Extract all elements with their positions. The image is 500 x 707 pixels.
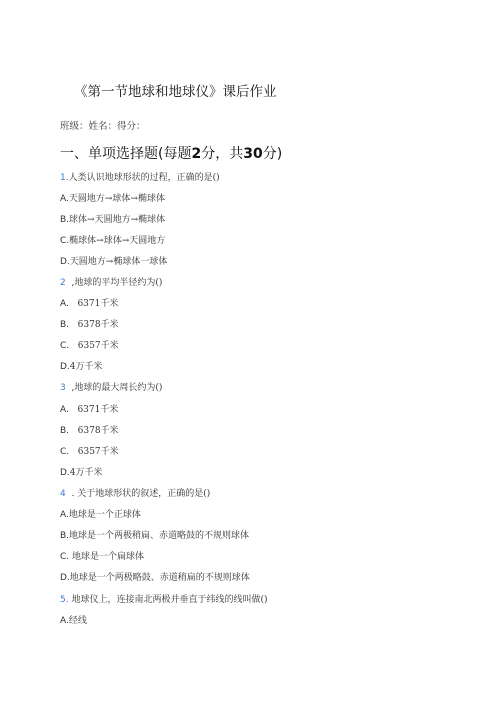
section-prefix: 一、单项选择题(每题 <box>60 146 192 162</box>
section-points: 2 <box>191 146 202 162</box>
question-4-option-a <box>60 509 141 521</box>
question-3-stem <box>60 382 162 394</box>
section-heading <box>60 143 282 163</box>
question-number: 3 <box>60 383 66 393</box>
option-text: 6378千米 <box>77 426 119 436</box>
option-letter: A. <box>60 616 69 626</box>
option-text: 6378千米 <box>77 320 119 330</box>
question-2-option-a <box>60 298 118 310</box>
option-letter: A. <box>60 405 69 415</box>
question-text: ,地球的平均半径约为() <box>71 278 163 288</box>
option-text: 4万千米 <box>69 362 103 372</box>
option-text: 经线 <box>68 616 87 626</box>
option-letter: C. <box>60 552 70 562</box>
option-text: 椭球体→球体→天圆地方 <box>69 236 166 246</box>
option-text: 6371千米 <box>77 299 119 309</box>
question-text: ,地球的最大周长约为() <box>71 383 163 393</box>
option-text: 4万千米 <box>69 468 103 478</box>
option-letter: D. <box>60 573 70 583</box>
option-text: 地球是一个扁球体 <box>72 552 145 562</box>
option-letter: B. <box>60 426 70 436</box>
question-number: 5. <box>60 595 69 605</box>
option-letter: A. <box>60 299 69 309</box>
question-number: 4 <box>60 489 66 499</box>
question-3-option-a <box>60 404 118 416</box>
option-text: 地球是一个正球体 <box>68 510 141 520</box>
option-letter: B. <box>60 320 70 330</box>
question-2-option-c <box>60 340 119 352</box>
option-letter: A. <box>60 194 69 204</box>
option-letter: B. <box>60 215 70 225</box>
option-text: 球体→天圆地方→椭球体 <box>69 215 166 225</box>
question-3-option-c <box>60 446 119 458</box>
option-letter: C. <box>60 236 70 246</box>
student-info-line: 班级：姓名：得分： <box>60 121 146 132</box>
question-text: 人类认识地球形状的过程，正确的是() <box>68 173 220 183</box>
question-1-option-d <box>60 256 167 268</box>
question-4-option-d <box>60 572 250 584</box>
option-letter: D. <box>60 362 70 372</box>
option-text: 6357千米 <box>77 447 119 457</box>
option-text: 天圆地方→球体→椭球体 <box>68 194 165 204</box>
question-text: . 关于地球形状的叙述，正确的是() <box>71 489 211 499</box>
question-number: 1. <box>60 173 69 183</box>
question-3-option-b <box>60 425 119 437</box>
question-4-option-b <box>60 530 249 542</box>
question-1-stem <box>60 172 220 184</box>
option-letter: C. <box>60 341 70 351</box>
option-text: 地球是一个两极略鼓、赤道稍扁的不规则球体 <box>69 573 250 583</box>
question-5-option-a <box>60 615 87 627</box>
option-text: 6357千米 <box>77 341 119 351</box>
option-letter: C. <box>60 447 70 457</box>
question-2-option-b <box>60 319 119 331</box>
question-5-stem <box>60 594 268 606</box>
question-1-option-b <box>60 214 165 226</box>
option-letter: B. <box>60 531 70 541</box>
question-4-stem <box>60 488 210 500</box>
question-1-option-a <box>60 193 165 205</box>
document-title: 《第一节地球和地球仪》课后作业 <box>74 84 277 100</box>
option-text: 6371千米 <box>77 405 119 415</box>
option-letter: D. <box>60 257 70 267</box>
section-total: 30 <box>243 146 263 162</box>
question-text: 地球仪上，连接南北两极并垂直于纬线的线叫做() <box>71 595 268 605</box>
section-suffix: 分) <box>262 146 283 162</box>
question-1-option-c <box>60 235 165 247</box>
question-3-option-d <box>60 467 103 479</box>
option-text: 地球是一个两极稍扁、赤道略鼓的不规则球体 <box>69 531 250 541</box>
question-2-stem <box>60 277 162 289</box>
question-number: 2 <box>60 278 66 288</box>
section-middle: 分，共 <box>201 146 244 162</box>
question-4-option-c <box>60 551 144 563</box>
option-letter: D. <box>60 468 70 478</box>
option-letter: A. <box>60 510 69 520</box>
question-2-option-d <box>60 361 103 373</box>
option-text: 天圆地方→椭球体一球体 <box>69 257 168 267</box>
